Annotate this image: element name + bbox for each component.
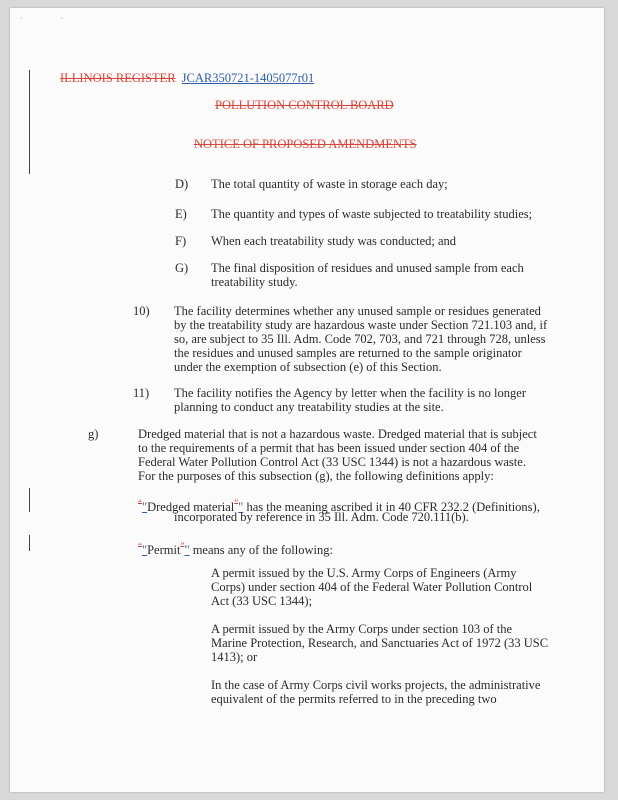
change-bar [29, 488, 30, 512]
permit-line: In the case of Army Corps civil works projects, the administrative [211, 678, 541, 692]
change-bar [29, 70, 30, 174]
change-bar [29, 535, 30, 551]
register-inserted: JCAR350721-1405077r01 [181, 71, 315, 85]
register-struck: ILLINOIS REGISTER [60, 71, 176, 85]
item-text: The quantity and types of waste subjected to treatability studies; [211, 207, 533, 221]
para-line: so, are subject to 35 Ill. Adm. Code 702, 703, and 721 through 728, unless [174, 332, 546, 346]
definition-permit: “"Permit”" means any of the following: [138, 541, 333, 558]
permit-line: Marine Protection, Research, and Sanctuaries Act of 1972 (33 USC [211, 636, 549, 650]
para-line: Dredged material that is not a hazardous waste. Dredged material that is subject [138, 427, 537, 441]
item-text: When each treatability study was conducted; and [211, 234, 457, 248]
para-label: 10) [133, 304, 150, 318]
scan-specks: · · [20, 14, 82, 23]
permit-line: 1413); or [211, 650, 258, 664]
permit-line: A permit issued by the U.S. Army Corps of Engineers (Army [211, 566, 517, 580]
para-label: g) [88, 427, 99, 441]
item-label: F) [175, 234, 187, 248]
item-text: The total quantity of waste in storage each day; [211, 177, 448, 191]
para-line: Federal Water Pollution Control Act (33 USC 1344) is not a hazardous waste. [138, 455, 526, 469]
item-label: E) [175, 207, 187, 221]
para-line: the residues and unused samples are returned to the sample originator [174, 346, 522, 360]
permit-line: Corps) under section 404 of the Federal Water Pollution Control [211, 580, 533, 594]
para-line: by the treatability study are hazardous waste under Section 721.103 and, if [174, 318, 548, 332]
board-title: POLLUTION CONTROL BOARD [215, 98, 394, 112]
para-line: under the exemption of subsection (e) of this Section. [174, 360, 442, 374]
para-line: The facility notifies the Agency by letter when the facility is no longer [174, 386, 526, 400]
permit-line: A permit issued by the Army Corps under section 103 of the [211, 622, 513, 636]
item-text: treatability study. [211, 275, 298, 289]
para-label: 11) [133, 386, 150, 400]
item-label: G) [175, 261, 189, 275]
definition-dredged-line2: incorporated by reference in 35 Ill. Adm. Code 720.111(b). [174, 510, 469, 524]
para-line: planning to conduct any treatability studies at the site. [174, 400, 444, 414]
item-label: D) [175, 177, 189, 191]
permit-line: Act (33 USC 1344); [211, 594, 313, 608]
para-line: For the purposes of this subsection (g), the following definitions apply: [138, 469, 494, 483]
header-register [60, 71, 314, 86]
notice-title: NOTICE OF PROPOSED AMENDMENTS [194, 137, 417, 151]
permit-line: equivalent of the permits referred to in the preceding two [211, 692, 497, 706]
definition-dredged: “"Dredged material”" has the meaning ascribed it in 40 CFR 232.2 (Definitions), [138, 498, 540, 515]
para-line: The facility determines whether any unused sample or residues generated [174, 304, 541, 318]
para-line: to the requirements of a permit that has been issued under section 404 of the [138, 441, 520, 455]
item-text: The final disposition of residues and unused sample from each [211, 261, 524, 275]
